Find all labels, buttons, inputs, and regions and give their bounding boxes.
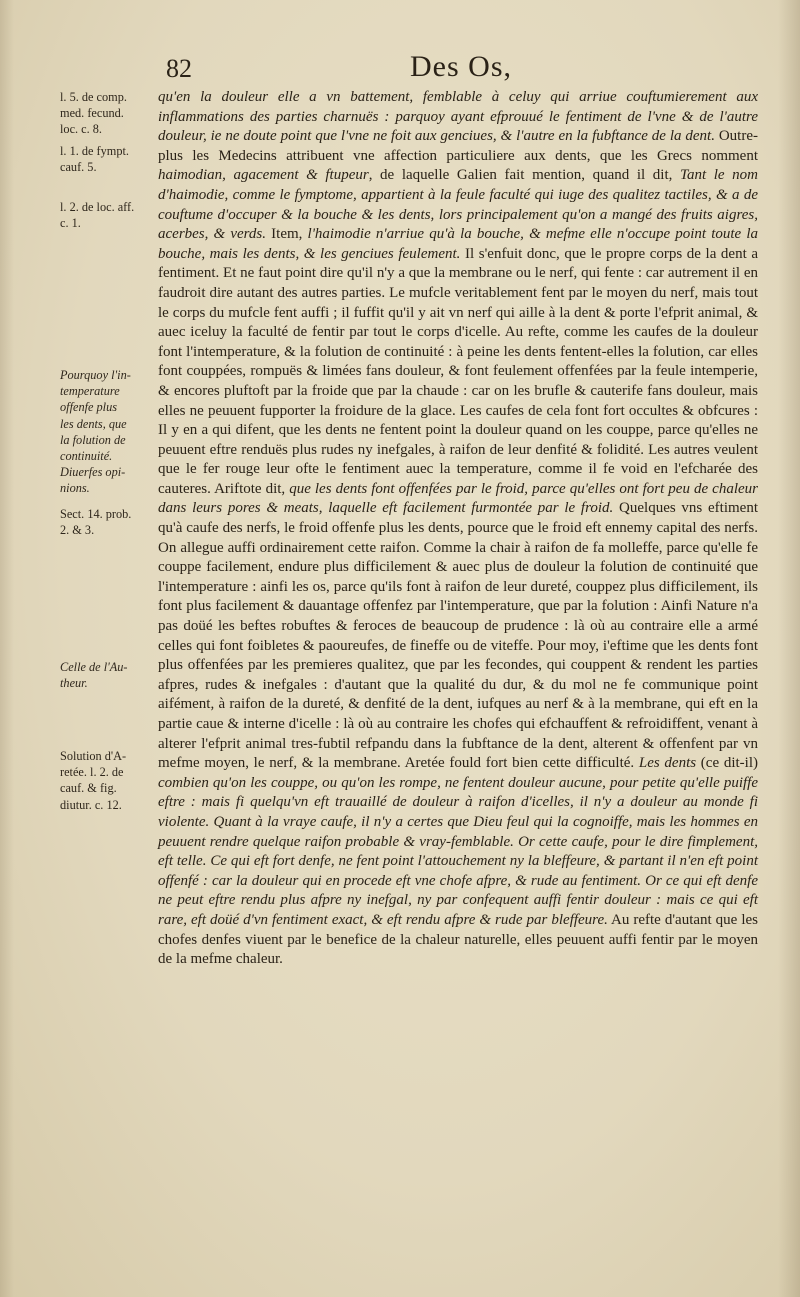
body-segment: Outre-plus les Medecins attribuent vne affection particuliere aux dents, que les Grecs nomment: [158, 128, 758, 164]
page-number: 82: [166, 54, 192, 83]
margin-note: l. 2. de loc. aff. c. 1.: [60, 200, 135, 231]
margin-notes: [0, 0, 150, 1297]
body-segment: haimodian, agacement & ftupeur: [158, 167, 369, 184]
running-title: Des Os,: [410, 50, 512, 83]
body-segment: Quelques vns eftiment qu'à caufe des nerfs, le froid offenfe plus les dents, pource que le froid eft ennemy capital des nerfs. On allegue auffi ordinairement cette raifon. Comme la chair à raifon de fa molleffe, parce qu'elle fe couppe facilement, endure plus difficilement & auec plus de douleur la folution de continuité que l'intemperature : ainfi les os, parce qu'ils font à raifon de leur dureté, couppez plus difficilement, ils font plus facilement & dauantage offenfez par l'intemperature, que par la folution : Ainfi Nature n'a pas doüé les beftes robuftes & feroces de beaucoup de prudence : là où au contraire elle a armé celles qui font foibletes & paoureufes, de fineffe ou de viteffe. Pour moy, i'eftime que les dents font plus offenfées par les premieres qualitez, que par les fecondes, qui couppent & rendent les parties afpres, rudes & inefgales : d'autant que la qualité du dur, & du mol ne fe communique point aifément, à raifon de la dureté, & denfité de la dent, iufques au nerf & à la membrane, qui eft en la partie caue & interne d'icelle : là où au contraire les chofes qui efchauffent & refroidiffent, venant à alterer l'efprit animal tres-fubtil refpandu dans la fubftance de la dent, alterent & offenfent par vn mefme moyen, le nerf, & la membrane. Aretée fould fort bien cette difficulté.: [158, 500, 758, 772]
body-segment: qu'en la douleur elle a vn battement, femblable à celuy qui arriue couftumierement aux inflammations des parties charnuës : parquoy ayant efprouué le fentiment de l'vne & de l'autre douleur, ie ne doute point que l'vne ne foit aux genciues, & l'autre en la fubftance de la dent.: [158, 89, 758, 145]
page-shadow-right: [778, 0, 800, 1297]
margin-note: Solution d'A- retée. l. 2. de cauf. & fig. diutur. c. 12.: [60, 749, 127, 812]
body-segment: Au refte d'autant que les chofes denfes viuent par le benefice de la chaleur naturelle, elles peuuent auffi fentir par le moyen de la mefme chaleur.: [158, 911, 758, 968]
body-segment: combien qu'on les couppe, ou qu'on les rompe, ne fentent douleur aucune, pour petite qu'elle puiffe eftre : mais fi quelqu'vn eft trauaillé de douleur à raifon d'icelles, il n'y a douleur au monde fi violente. Quant à la vraye caufe, il n'y a certes que Dieu feul qui la cognoiffe, mais les hommes en peuuent rendre quelque raifon probable & vray-femblable. Or cette caufe, pour le dire fimplement, eft telle. Ce qui eft fort denfe, ne fent point l'attouchement ny la bleffeure, & partant il n'en eft point offenfé : car la douleur qui en procede eft vne chofe afpre, & rude au fentiment. Or ce qui eft denfe ne peut eftre rendu plus afpre ny inefgal, ny par confequent auffi fentir douleur : mais ce qui eft rare, eft doüé d'vn fentiment exact, & eft rendu afpre & rude par bleffeure.: [158, 774, 758, 928]
body-text: [158, 88, 758, 970]
body-segment: Tant le nom d'haimodie, comme le fymptome, appartient à la feule faculté qui iuge des qualitez tactiles, & a de couftume d'occuper & la bouche & les dents, lors principalement qu'on a mangé des fruits aigres, acerbes, & verds.: [158, 167, 759, 243]
body-segment: (ce dit-il): [696, 755, 758, 772]
margin-note: Pourquoy l'in- temperature offenfe plus les dents, que la folution de continuité. Diuerfes opi- nions.: [60, 368, 131, 496]
body-segment: , de laquelle Galien fait mention, quand il dit,: [368, 167, 680, 184]
body-segment: l'haimodie n'arriue qu'à la bouche, & mefme elle n'occupe point toute la bouche, mais les dents, & les genciues feulement.: [158, 226, 759, 262]
body-segment: Il s'enfuit donc, que le propre corps de la dent a fentiment. Et ne faut point dire qu'il n'y a que la membrane ou le nerf, qui fente : car autrement il en faudroit dire autant des autres parties. Le mufcle veritablement fent par le moyen du nerf, mais tout le corps du mufcle fent auffi ; il fuffit qu'il y ait vn nerf qui aille à la dent & porte l'efprit animal, & auec iceluy la faculté de fentir par tout le corps d'icelle. Au refte, comme les caufes de la douleur font l'intemperature, & la folution de continuité : à peine les dents fentent-elles la folution, car elles font couppées, rompuës & limées fans douleur, & font feulement offenfées par la feule intemperie, & encores pluftoft par la froide que par la chaude : car on les brufle & cauterife fans douleur, mais elles ne peuuent fupporter la froidure de la glace. Les caufes de cela font fort occultes & obfcures : Il y en a qui difent, que les dents ne fentent point la douleur quand on les couppe, parce qu'elles ne peuuent eftre renduës plus rudes ny inefgales, à raifon de leur denfité & folidité. Les autres veulent que le fer rouge leur ofte le fentiment auec la temperature, comme il fe void en l'efcharée des cauteres. Ariftote dit,: [158, 245, 758, 497]
margin-note: Celle de l'Au- theur.: [60, 660, 128, 691]
body-segment: que les dents font offenfées par le froid, parce qu'elles ont fort peu de chaleur dans leurs pores & meats, laquelle eft facilement furmontée par le froid.: [158, 480, 758, 517]
margin-note: Sect. 14. prob. 2. & 3.: [60, 507, 132, 538]
body-segment: Les dents: [638, 755, 697, 772]
body-paragraph: [158, 88, 758, 970]
margin-note: l. 1. de fympt. cauf. 5.: [60, 144, 129, 175]
margin-note: l. 5. de comp. med. fecund. loc. c. 8.: [60, 90, 127, 137]
body-segment: Item,: [266, 226, 308, 243]
